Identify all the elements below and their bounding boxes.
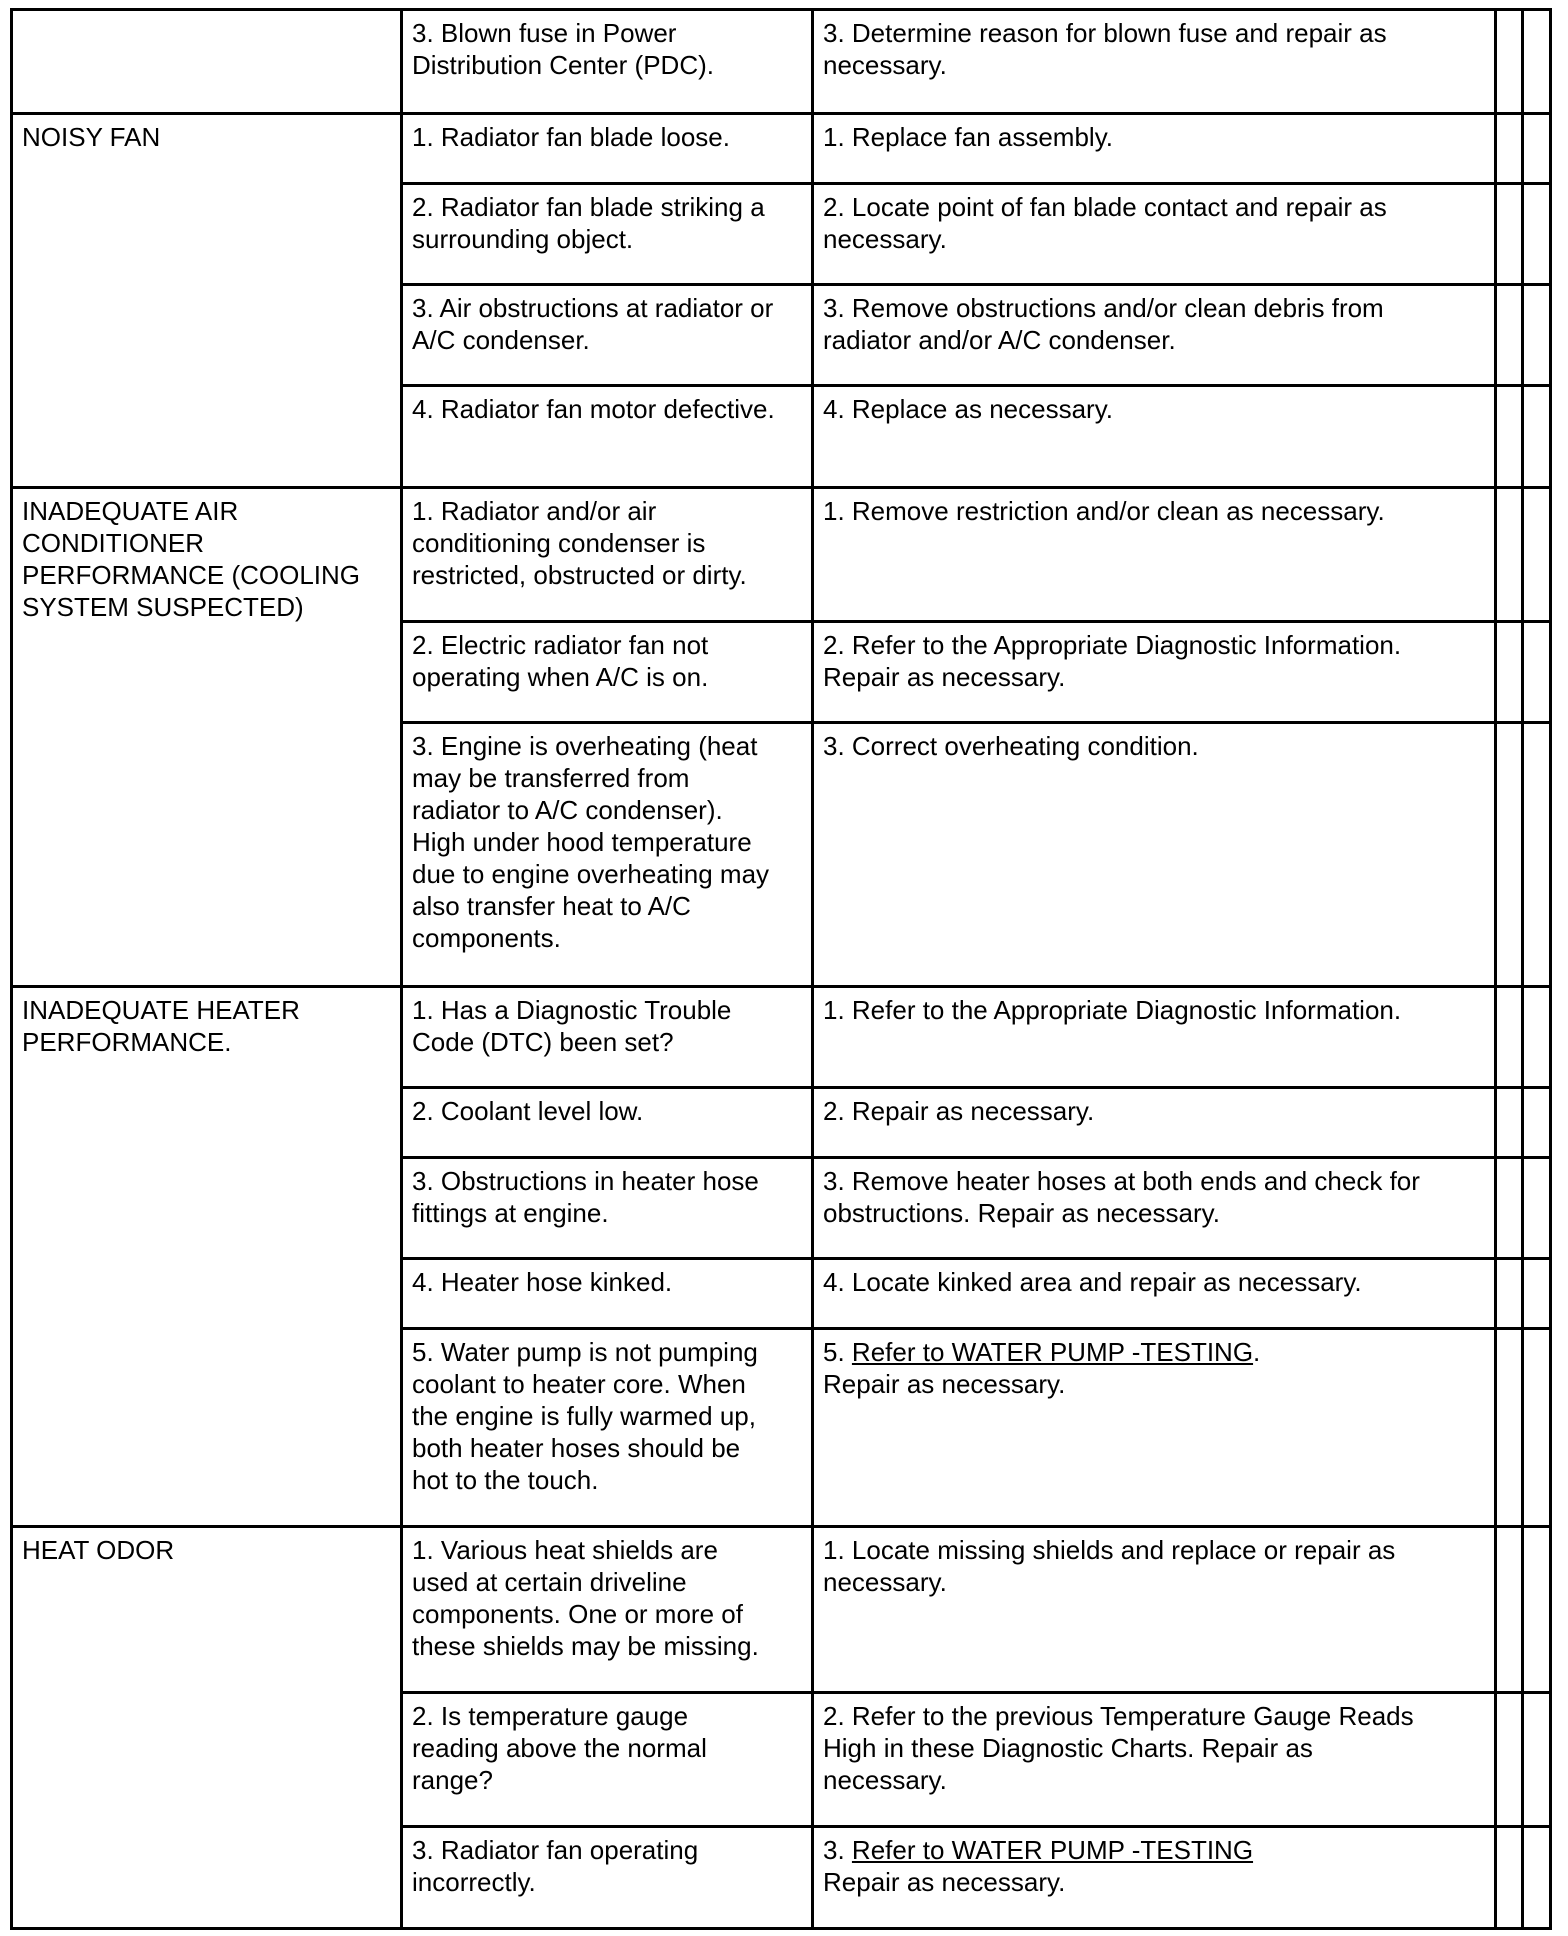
- check-box-cell[interactable]: [1496, 1259, 1523, 1329]
- correction-cell: 3. Determine reason for blown fuse and repair as necessary.: [813, 10, 1496, 114]
- check-box-cell[interactable]: [1523, 1158, 1551, 1259]
- correction-cell: 2. Repair as necessary.: [813, 1088, 1496, 1158]
- table-row: [12, 1527, 1551, 1693]
- check-box-cell[interactable]: [1496, 1158, 1523, 1259]
- condition-cell: INADEQUATE HEATER PERFORMANCE.: [12, 987, 402, 1527]
- table-row: [12, 488, 1551, 622]
- correction-cell: 3. Remove obstructions and/or clean debris from radiator and/or A/C condenser.: [813, 285, 1496, 386]
- correction-cell: 1. Replace fan assembly.: [813, 114, 1496, 184]
- correction-prefix: 3.: [823, 1835, 852, 1865]
- check-box-cell[interactable]: [1523, 1329, 1551, 1527]
- correction-cell: 1. Locate missing shields and replace or repair as necessary.: [813, 1527, 1496, 1693]
- check-box-cell[interactable]: [1523, 622, 1551, 723]
- check-box-cell[interactable]: [1496, 184, 1523, 285]
- check-box-cell[interactable]: [1523, 987, 1551, 1088]
- table-row: [12, 987, 1551, 1088]
- cause-cell: 5. Water pump is not pumping coolant to heater core. When the engine is fully warmed up, both heater hoses should be hot to the touch.: [402, 1329, 813, 1527]
- correction-cell: 3. Correct overheating condition.: [813, 723, 1496, 987]
- cause-cell: 2. Coolant level low.: [402, 1088, 813, 1158]
- check-box-cell[interactable]: [1496, 723, 1523, 987]
- cause-cell: 3. Engine is overheating (heat may be transferred from radiator to A/C condenser). High under hood temperature due to engine overheating may also transfer heat to A/C components.: [402, 723, 813, 987]
- diagnosis-table: [10, 8, 1552, 1930]
- cause-cell: 4. Radiator fan motor defective.: [402, 386, 813, 488]
- check-box-cell[interactable]: [1496, 1693, 1523, 1827]
- check-box-cell[interactable]: [1523, 184, 1551, 285]
- correction-cell: 2. Locate point of fan blade contact and repair as necessary.: [813, 184, 1496, 285]
- check-box-cell[interactable]: [1523, 1259, 1551, 1329]
- condition-cell: [12, 10, 402, 114]
- check-box-cell[interactable]: [1496, 1827, 1523, 1929]
- correction-cell: 1. Refer to the Appropriate Diagnostic Information.: [813, 987, 1496, 1088]
- correction-cell: 2. Refer to the previous Temperature Gauge Reads High in these Diagnostic Charts. Repair as necessary.: [813, 1693, 1496, 1827]
- correction-suffix: . Repair as necessary.: [823, 1337, 1261, 1399]
- condition-cell: HEAT ODOR: [12, 1527, 402, 1929]
- correction-cell: [813, 1329, 1496, 1527]
- correction-cell: 1. Remove restriction and/or clean as necessary.: [813, 488, 1496, 622]
- check-box-cell[interactable]: [1496, 1329, 1523, 1527]
- cause-cell: 1. Radiator and/or air conditioning condenser is restricted, obstructed or dirty.: [402, 488, 813, 622]
- check-box-cell[interactable]: [1496, 285, 1523, 386]
- cause-cell: 3. Obstructions in heater hose fittings at engine.: [402, 1158, 813, 1259]
- cause-cell: 4. Heater hose kinked.: [402, 1259, 813, 1329]
- condition-cell: NOISY FAN: [12, 114, 402, 488]
- correction-cell: 4. Replace as necessary.: [813, 386, 1496, 488]
- check-box-cell[interactable]: [1523, 386, 1551, 488]
- correction-suffix: Repair as necessary.: [823, 1867, 1066, 1897]
- correction-cell: 3. Remove heater hoses at both ends and check for obstructions. Repair as necessary.: [813, 1158, 1496, 1259]
- check-box-cell[interactable]: [1523, 285, 1551, 386]
- check-box-cell[interactable]: [1496, 622, 1523, 723]
- cause-cell: 1. Has a Diagnostic Trouble Code (DTC) been set?: [402, 987, 813, 1088]
- check-box-cell[interactable]: [1523, 114, 1551, 184]
- check-box-cell[interactable]: [1523, 723, 1551, 987]
- check-box-cell[interactable]: [1523, 1088, 1551, 1158]
- check-box-cell[interactable]: [1523, 488, 1551, 622]
- check-box-cell[interactable]: [1523, 1827, 1551, 1929]
- check-box-cell[interactable]: [1496, 114, 1523, 184]
- cause-cell: 2. Electric radiator fan not operating when A/C is on.: [402, 622, 813, 723]
- check-box-cell[interactable]: [1496, 10, 1523, 114]
- cause-cell: 3. Radiator fan operating incorrectly.: [402, 1827, 813, 1929]
- correction-cell: [813, 1827, 1496, 1929]
- check-box-cell[interactable]: [1496, 1527, 1523, 1693]
- cause-cell: 1. Radiator fan blade loose.: [402, 114, 813, 184]
- condition-cell: INADEQUATE AIR CONDITIONER PERFORMANCE (COOLING SYSTEM SUSPECTED): [12, 488, 402, 987]
- water-pump-testing-link[interactable]: Refer to WATER PUMP -TESTING: [851, 1337, 1254, 1367]
- cause-cell: 3. Air obstructions at radiator or A/C condenser.: [402, 285, 813, 386]
- table-row: [12, 114, 1551, 184]
- check-box-cell[interactable]: [1496, 987, 1523, 1088]
- table-row: [12, 10, 1551, 114]
- cause-cell: 1. Various heat shields are used at certain driveline components. One or more of these shields may be missing.: [402, 1527, 813, 1693]
- check-box-cell[interactable]: [1496, 488, 1523, 622]
- check-box-cell[interactable]: [1523, 1527, 1551, 1693]
- cause-cell: 3. Blown fuse in Power Distribution Center (PDC).: [402, 10, 813, 114]
- correction-cell: 2. Refer to the Appropriate Diagnostic Information. Repair as necessary.: [813, 622, 1496, 723]
- check-box-cell[interactable]: [1496, 386, 1523, 488]
- cause-cell: 2. Radiator fan blade striking a surrounding object.: [402, 184, 813, 285]
- check-box-cell[interactable]: [1523, 1693, 1551, 1827]
- water-pump-testing-link[interactable]: Refer to WATER PUMP -TESTING: [851, 1835, 1254, 1865]
- check-box-cell[interactable]: [1496, 1088, 1523, 1158]
- check-box-cell[interactable]: [1523, 10, 1551, 114]
- correction-cell: 4. Locate kinked area and repair as necessary.: [813, 1259, 1496, 1329]
- correction-prefix: 5.: [823, 1337, 852, 1367]
- cause-cell: 2. Is temperature gauge reading above the normal range?: [402, 1693, 813, 1827]
